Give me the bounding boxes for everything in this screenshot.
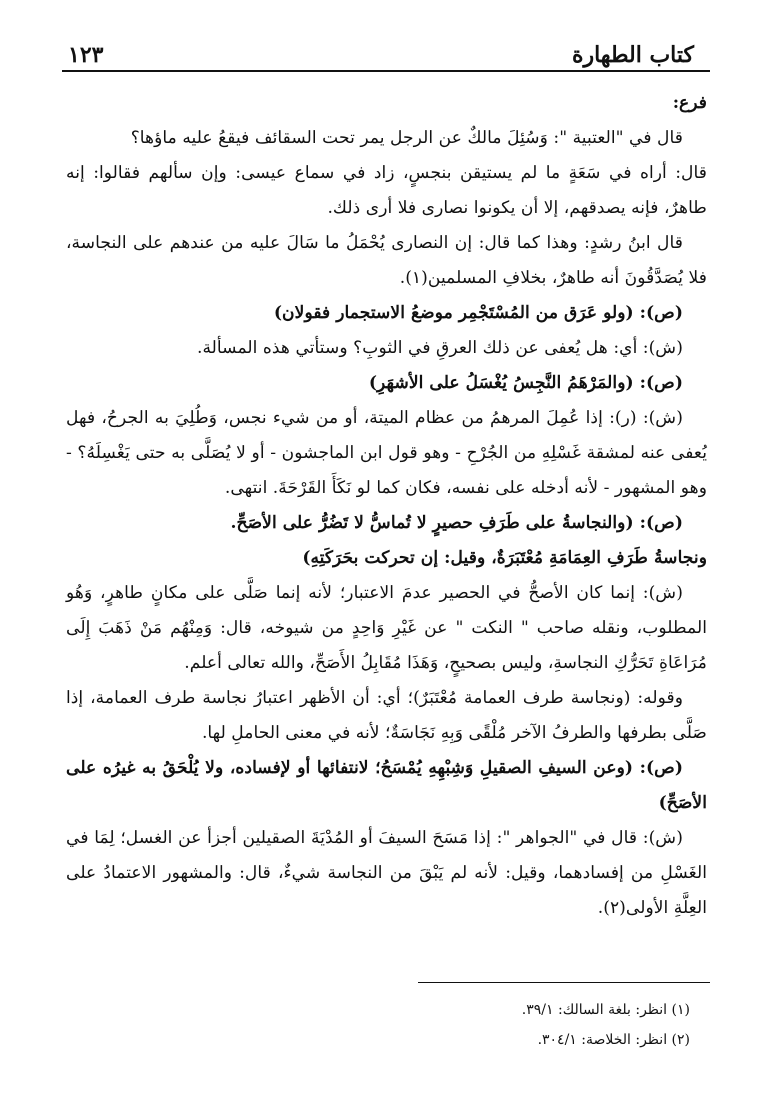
footnote: (٢) انظر: الخلاصة: ٣٠٤/١.: [537, 1032, 690, 1048]
footnote: (١) انظر: بلغة السالك: ٣٩/١.: [521, 1002, 690, 1018]
header-divider: [62, 70, 710, 72]
text-quote: (ص): (وعن السيفِ الصقيلِ وَشِبْهِهِ يُمْسَحُ؛ لانتفائها أو لإفساده، ولا يُلْحَقُ به غيرُه على الأصَحِّ): [66, 758, 707, 813]
chapter-title: كتاب الطهارة: [571, 42, 694, 68]
text-quote: (ص): (والمَرْهَمُ النَّجِسُ يُغْسَلُ على الأشهَرِ): [368, 373, 683, 393]
text-quote: (ص): (ولو عَرَق من المُسْتَجْمِر موضعُ الاستجمار فقولان): [273, 303, 683, 323]
paragraph: قال: أراه في سَعَةٍ ما لم يستيقن بنجسٍ، زاد في سماع عيسى: وإن سألهم فقالوا: إنه طاهرٌ، فإنه يصدقهم، إلا أن يكونوا نصارى فلا أرى ذلك.: [66, 163, 707, 218]
section-heading: فرع:: [672, 93, 707, 113]
commentary: (ش): إنما كان الأصحُّ في الحصير عدمَ الاعتبار؛ لأنه إنما صَلَّى على مكانٍ طاهرٍ، وَهُو المطلوب، ونقله صاحب " النكت " عن غَيْرِ وَاحِدٍ من شيوخه، قال: وَمِنْهُم مَنْ ذَهَبَ إِلَى مُرَاعَاةِ تَحَرُّكِ النجاسةِ، وليس بصحيحٍ، وَهَذَا مُقَابِلُ الأَصَحِّ، والله تعالى أعلم.: [66, 583, 707, 673]
commentary: (ش): (ر): إذا عُمِلَ المرهمُ من عظام الميتة، أو من شيء نجس، وَطُلِيَ به الجرحُ، فهل يُعفى عنه لمشقة غَسْلِهِ من الجُرْحِ - وهو قول ابن الماجشون - أو لا يُصَلَّى به حتى يَغْسِلَهُ؟ - وهو المشهور - لأنه أدخله على نفسه، فكان كما لو نَكَأَ القَرْحَةَ. انتهى.: [66, 408, 707, 498]
footnote-divider: [418, 982, 710, 983]
paragraph: وقوله: (ونجاسة طرف العمامة مُعْتَبَرٌ)؛ أي: أن الأظهر اعتبارُ نجاسة طرف العمامة، إذا صَلَّى بطرفها والطرفُ الآخر مُلْقًى وَبِهِ نَجَاسَةٌ؛ لأنه في معنى الحاملِ لها.: [66, 688, 707, 743]
text-quote-continued: ونجاسةُ طَرَفِ العِمَامَةِ مُعْتَبَرَةٌ، وقيل: إن تحركت بحَرَكَتِهِ): [302, 548, 707, 568]
text-quote: (ص): (والنجاسةُ على طَرَفِ حصيرٍ لا تُماسُّ لا تَضُرُّ على الأصَحِّ.: [230, 513, 683, 533]
footnotes: [66, 995, 690, 1055]
page-number: ١٢٣: [68, 42, 104, 68]
paragraph: قال ابنُ رشدٍ: وهذا كما قال: إن النصارى يُحْمَلُ ما سَالَ عليه من عندهم على النجاسة، فلا يُصَدَّقُونَ أنه طاهرٌ، بخلافِ المسلمين(١).: [66, 233, 707, 288]
commentary: (ش): أي: هل يُعفى عن ذلك العرقِ في الثوبِ؟ وستأتي هذه المسألة.: [197, 338, 683, 358]
page-header: [68, 38, 694, 68]
main-text: [66, 86, 707, 926]
commentary: (ش): قال في "الجواهر ": إذا مَسَحَ السيفَ أو المُدْيَةَ الصقيلين أجزأ عن الغسل؛ لِمَا في الغَسْلِ من إفسادهما، وقيل: لأنه لم يَبْقَ من النجاسة شيءٌ، قال: والمشهور الاعتمادُ على العِلَّةِ الأولى(٢).: [66, 828, 707, 918]
paragraph: قال في "العتبية ": وَسُئِلَ مالكٌ عن الرجل يمر تحت السقائف فيقعُ عليه ماؤها؟: [130, 128, 683, 148]
